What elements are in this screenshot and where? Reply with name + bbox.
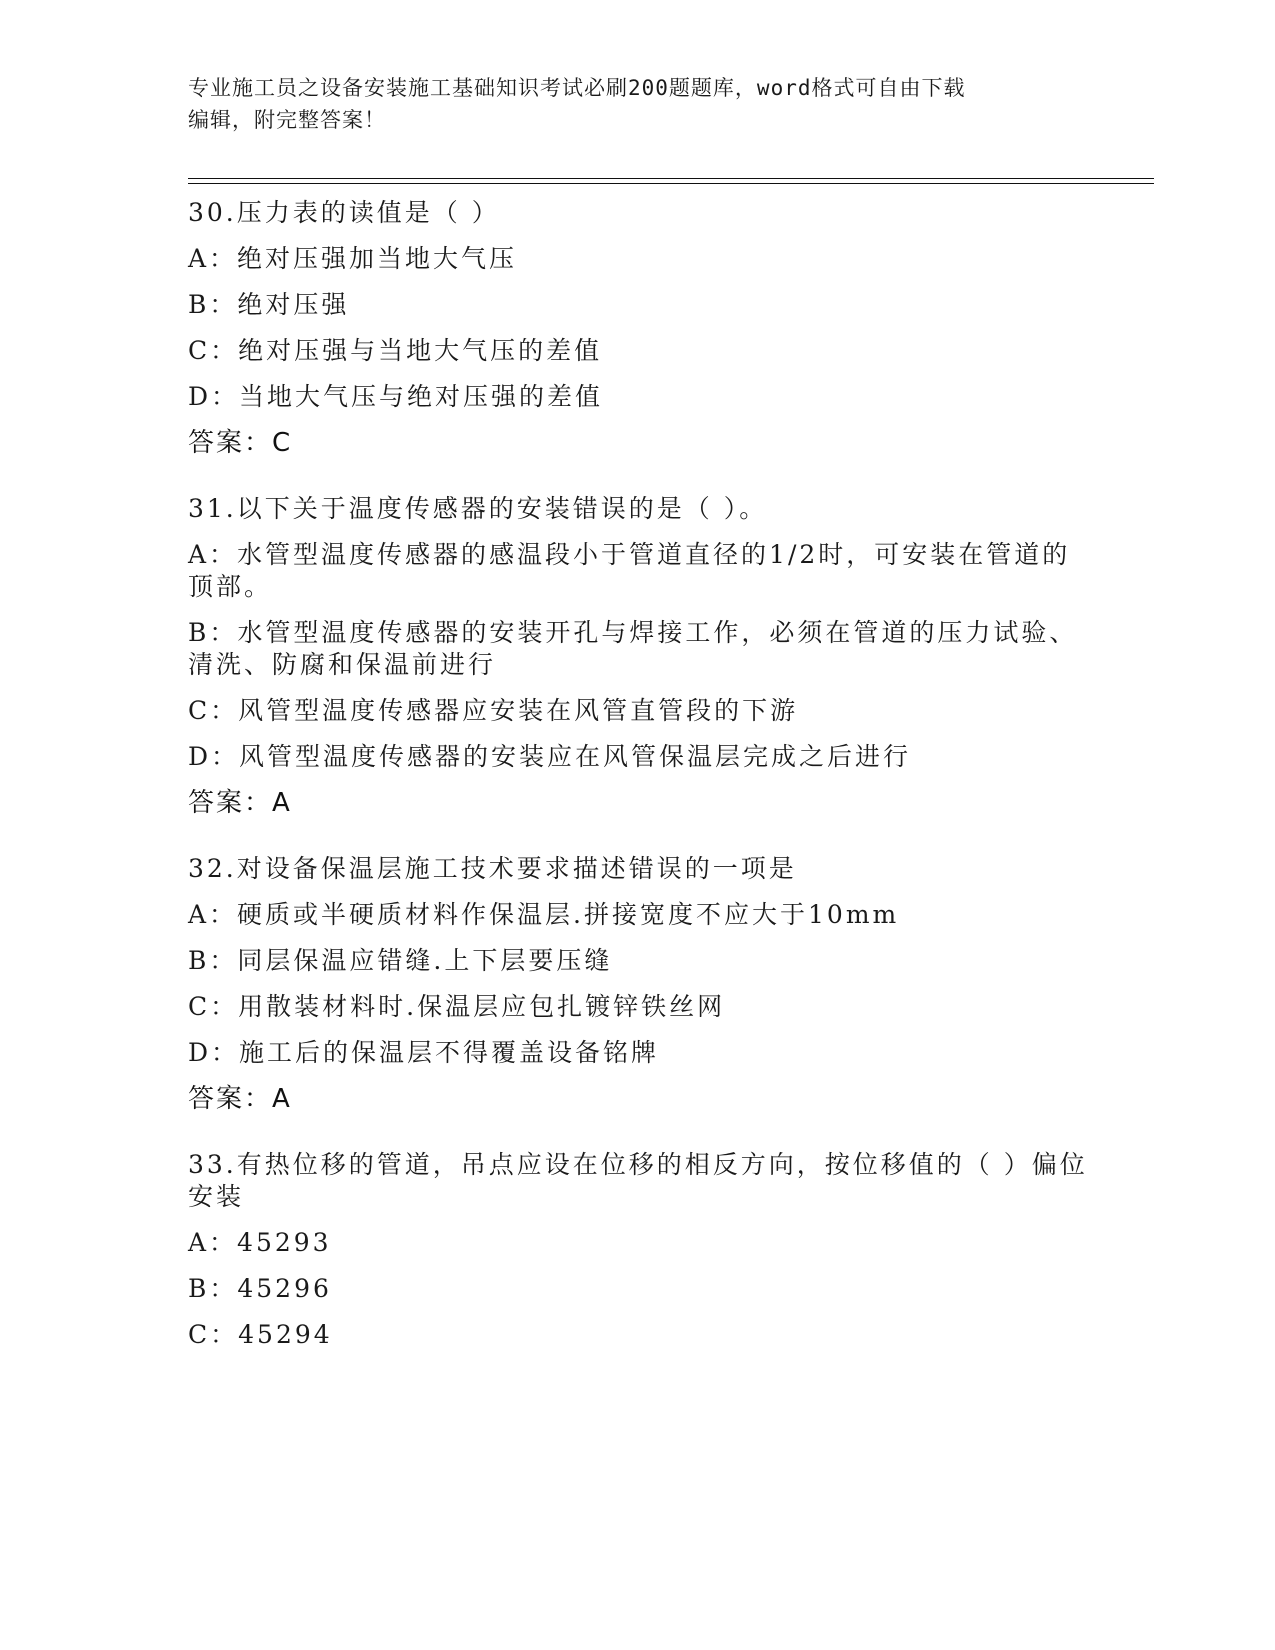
header-divider-bottom	[188, 183, 1154, 184]
question-title: 33.有热位移的管道，吊点应设在位移的相反方向，按位移值的（ ）偏位安装	[188, 1150, 1088, 1211]
option-a: A：水管型温度传感器的感温段小于管道直径的1/2时，可安装在管道的顶部。	[188, 540, 1071, 601]
question-title: 32.对设备保温层施工技术要求描述错误的一项是	[188, 854, 797, 883]
option-b: B：45296	[188, 1274, 332, 1303]
header-divider-top	[188, 178, 1154, 179]
option-b: B：绝对压强	[188, 290, 350, 319]
answer: 答案：C	[188, 428, 293, 458]
answer: 答案：A	[188, 1084, 292, 1114]
header-line-2: 编辑，附完整答案！	[188, 108, 386, 132]
option-d: D：当地大气压与绝对压强的差值	[188, 382, 604, 411]
option-c: C：风管型温度传感器应安装在风管直管段的下游	[188, 696, 799, 725]
question-32	[188, 846, 1088, 1122]
option-b: B：同层保温应错缝.上下层要压缝	[188, 946, 613, 975]
option-c: C：绝对压强与当地大气压的差值	[188, 336, 603, 365]
question-title: 30.压力表的读值是（ ）	[188, 198, 500, 227]
answer: 答案：A	[188, 788, 292, 818]
header-line-1: 专业施工员之设备安装施工基础知识考试必刷200题题库，word格式可自由下载	[188, 76, 966, 100]
question-31	[188, 486, 1088, 826]
option-d: D：施工后的保温层不得覆盖设备铭牌	[188, 1038, 660, 1067]
option-c: C：45294	[188, 1320, 333, 1349]
question-33	[188, 1142, 1088, 1358]
option-b: B：水管型温度传感器的安装开孔与焊接工作，必须在管道的压力试验、清洗、防腐和保温前进行	[188, 618, 1078, 679]
question-list	[188, 190, 1088, 1378]
option-d: D：风管型温度传感器的安装应在风管保温层完成之后进行	[188, 742, 912, 771]
option-c: C：用散装材料时.保温层应包扎镀锌铁丝网	[188, 992, 726, 1021]
option-a: A：硬质或半硬质材料作保温层.拼接宽度不应大于10mm	[188, 900, 900, 929]
document-header	[188, 72, 1068, 136]
option-a: A：45293	[188, 1228, 332, 1257]
option-a: A：绝对压强加当地大气压	[188, 244, 518, 273]
question-title: 31.以下关于温度传感器的安装错误的是（ ）。	[188, 494, 768, 523]
question-30	[188, 190, 1088, 466]
